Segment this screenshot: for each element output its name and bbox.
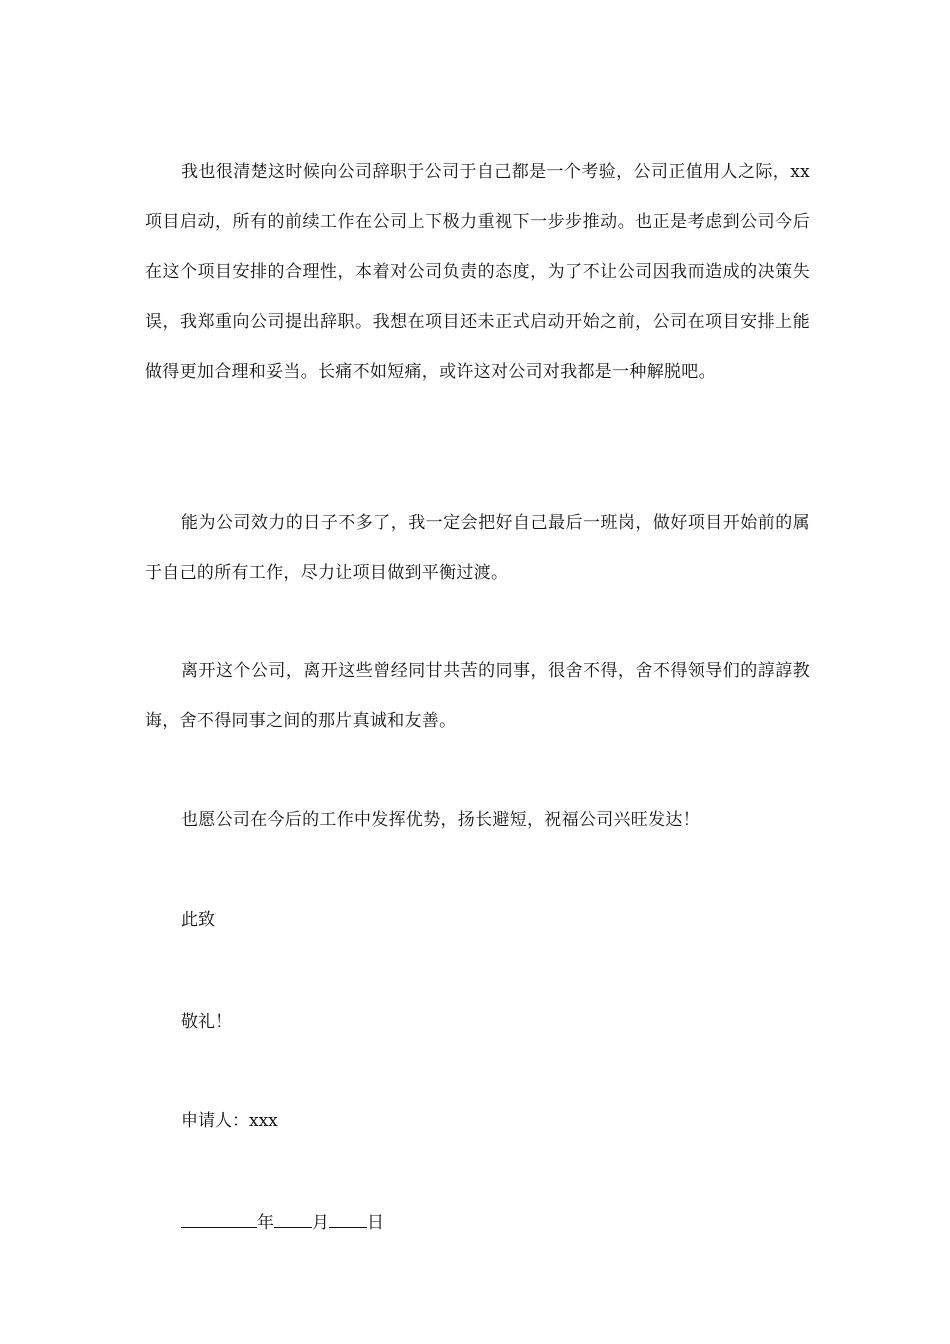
- closing-salutation: 此致: [181, 910, 215, 930]
- applicant-line: 申请人：xxx: [181, 1111, 278, 1131]
- paragraph-1: 我也很清楚这时候向公司辞职于公司于自己都是一个考验，公司正值用人之际，xx项目启动，所有的前续工作在公司上下极力重视下一步步推动。也正是考虑到公司今后在这个项目安排的合理性，本着对公司负责的态度，为了不让公司因我而造成的决策失误，我郑重向公司提出辞职。我想在项目还未正式启动开始之前，公司在项目安排上能做得更加合理和妥当。长痛不如短痛，或许这对公司对我都是一种解脱吧。: [145, 162, 810, 382]
- paragraph-2: 能为公司效力的日子不多了，我一定会把好自己最后一班岗，做好项目开始前的属于自己的所有工作，尽力让项目做到平衡过渡。: [145, 513, 810, 583]
- month-blank: [274, 1209, 312, 1228]
- day-label: 日: [367, 1213, 384, 1233]
- paragraph-4: 也愿公司在今后的工作中发挥优势，扬长避短，祝福公司兴旺发达！: [181, 810, 700, 830]
- date-line: [181, 1209, 384, 1235]
- year-blank: [181, 1209, 257, 1228]
- closing-regards: 敬礼！: [181, 1012, 232, 1032]
- year-label: 年: [257, 1213, 274, 1233]
- day-blank: [329, 1209, 367, 1228]
- paragraph-3: 离开这个公司，离开这些曾经同甘共苦的同事，很舍不得，舍不得领导们的諄諄教诲，舍不得同事之间的那片真诚和友善。: [145, 661, 810, 731]
- month-label: 月: [312, 1213, 329, 1233]
